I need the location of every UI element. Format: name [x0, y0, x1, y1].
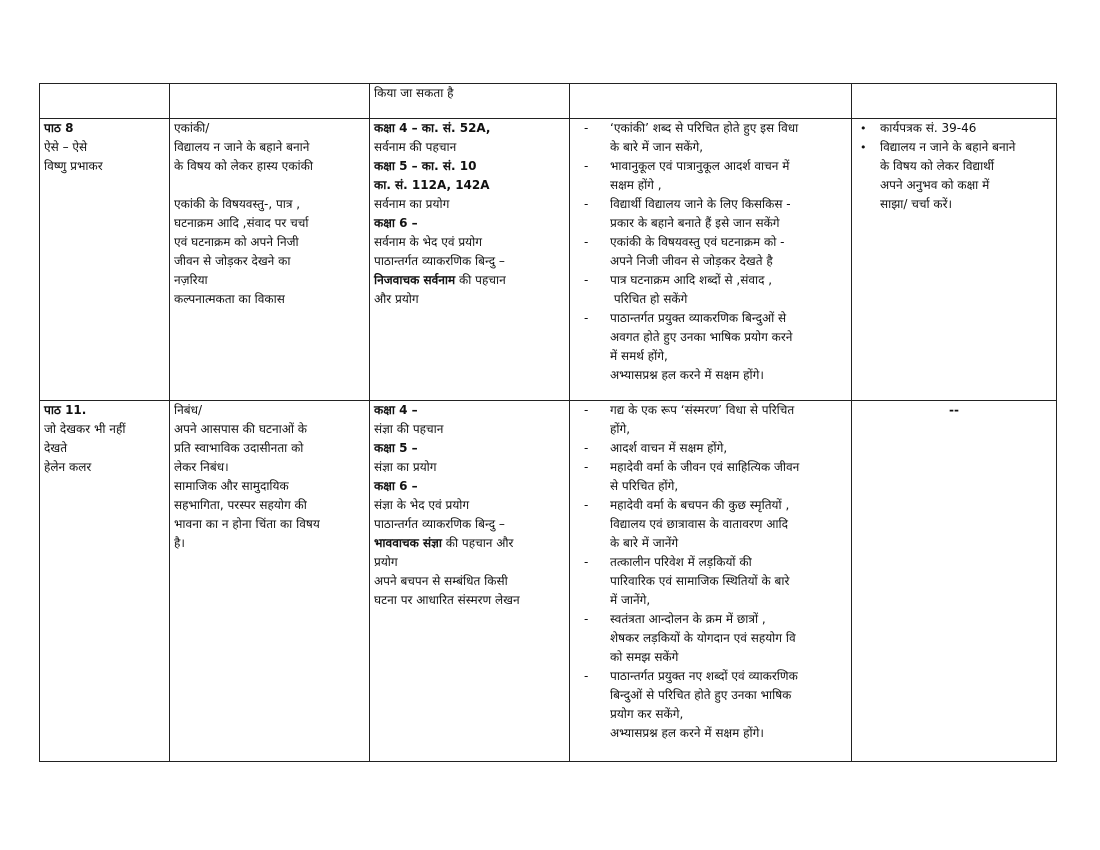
grammar-line [374, 157, 565, 176]
lesson-title-line: ऐसे – ऐसे [44, 140, 88, 154]
grammar-bold-text: कक्षा 4 – का. सं. 52A, [374, 121, 491, 135]
dash-icon: - [584, 159, 589, 173]
continued-text: किया जा सकता है [374, 86, 454, 100]
grammar-cell [370, 119, 570, 401]
content-line: एकांकी/ [174, 121, 210, 135]
content-line: एकांकी के विषयवस्तु-, पात्र , [174, 197, 301, 211]
grammar-text: अपने बचपन से सम्बंधित किसी [374, 574, 508, 588]
grammar-line [374, 290, 565, 309]
list-item [860, 119, 1052, 138]
lesson-plan-table [39, 83, 1057, 762]
list-item-text: कार्यपत्रक सं. 39-46 [880, 121, 977, 135]
list-item [584, 157, 847, 195]
dash-icon: - [584, 460, 589, 474]
list-item-text: पाठान्तर्गत प्रयुक्त व्याकरणिक बिन्दुओं से अवगत होते हुए उनका भाषिक प्रयोग करने में समर्थ होंगे, अभ्यासप्रश्न हल करने में सक्षम होंगे। [610, 311, 793, 382]
grammar-text: सर्वनाम की पहचान [374, 140, 457, 154]
bullet-icon: • [860, 122, 867, 135]
outcomes-list [574, 401, 847, 743]
content-line: भावना का न होना चिंता का विषय [174, 517, 320, 531]
table-row [40, 84, 1057, 119]
outcomes-cell [570, 119, 852, 401]
grammar-line [374, 515, 565, 534]
content-line: जीवन से जोड़कर देखने का [174, 254, 291, 268]
list-item-text: गद्य के एक रूप ‘संस्मरण’ विधा से परिचित होंगे, [610, 403, 795, 436]
grammar-line [374, 477, 565, 496]
list-item-text: ‘एकांकी’ शब्द से परिचित होते हुए इस विधा के बारे में जान सकेंगे, [610, 121, 799, 154]
grammar-bold-text: कक्षा 4 – [374, 403, 418, 417]
grammar-bold-text: कक्षा 6 – [374, 216, 418, 230]
grammar-bold-text: कक्षा 5 – का. सं. 10 [374, 159, 477, 173]
list-item [584, 667, 847, 743]
grammar-text: पाठान्तर्गत व्याकरणिक बिन्दु – [374, 517, 505, 531]
list-item-text: महादेवी वर्मा के बचपन की कुछ स्मृतियों , विद्यालय एवं छात्रावास के वातावरण आदि के बारे में जानेंगे [610, 498, 790, 550]
grammar-line [374, 553, 565, 572]
activities-cell [852, 401, 1057, 762]
dash-icon: - [584, 403, 589, 417]
grammar-bold-text: निजवाचक सर्वनाम [374, 273, 456, 287]
list-item [584, 458, 847, 496]
grammar-text: की पहचान और [441, 536, 514, 550]
content-cell [170, 84, 370, 119]
grammar-text: संज्ञा का प्रयोग [374, 460, 437, 474]
grammar-text: संज्ञा की पहचान [374, 422, 444, 436]
activities-placeholder: -- [949, 403, 959, 417]
content-line: है। [174, 536, 185, 550]
grammar-line [374, 458, 565, 477]
outcomes-cell [570, 401, 852, 762]
content-line: एवं घटनाक्रम को अपने निजी [174, 235, 299, 249]
list-item [584, 271, 847, 309]
outcomes-list [574, 119, 847, 385]
lesson-title-line: विष्णु प्रभाकर [44, 159, 103, 173]
dash-icon: - [584, 441, 589, 455]
grammar-line [374, 271, 565, 290]
content-line: निबंध/ [174, 403, 203, 417]
grammar-text: और प्रयोग [374, 292, 419, 306]
content-line: सामाजिक और सामुदायिक [174, 479, 289, 493]
outcomes-cell [570, 84, 852, 119]
list-item [584, 439, 847, 458]
table-row [40, 401, 1057, 762]
grammar-line [374, 591, 565, 610]
grammar-line [374, 138, 565, 157]
list-item-text: आदर्श वाचन में सक्षम होंगे, [610, 441, 728, 455]
activities-cell [852, 119, 1057, 401]
list-item [584, 610, 847, 667]
grammar-line [374, 119, 565, 138]
lesson-title-line: पाठ 8 [44, 121, 74, 135]
grammar-line [374, 534, 565, 553]
lesson-cell [40, 84, 170, 119]
dash-icon: - [584, 498, 589, 512]
grammar-line [374, 176, 565, 195]
list-item [584, 233, 847, 271]
grammar-line [374, 214, 565, 233]
grammar-text: सर्वनाम के भेद एवं प्रयोग [374, 235, 482, 249]
grammar-line [374, 496, 565, 515]
list-item-text: भावानुकूल एवं पात्रानुकूल आदर्श वाचन में सक्षम होंगे , [610, 159, 790, 192]
lesson-cell [40, 119, 170, 401]
list-item-text: विद्यार्थी विद्यालय जाने के लिए किसकिस - प्रकार के बहाने बनाते हैं इसे जान सकेंगे [610, 197, 791, 230]
dash-icon: - [584, 197, 589, 211]
grammar-bold-text: का. सं. 112A, 142A [374, 178, 490, 192]
grammar-line [374, 420, 565, 439]
content-line: विद्यालय न जाने के बहाने बनाने [174, 140, 310, 154]
grammar-cell [370, 401, 570, 762]
list-item [584, 119, 847, 157]
content-line: प्रति स्वाभाविक उदासीनता को [174, 441, 304, 455]
grammar-cell [370, 84, 570, 119]
lesson-title-line: हेलेन कलर [44, 460, 92, 474]
list-item-text: पाठान्तर्गत प्रयुक्त नए शब्दों एवं व्याकरणिक बिन्दुओं से परिचित होते हुए उनका भाषिक प्रयोग कर सकेंगे, अभ्यासप्रश्न हल करने में सक्षम होंगे। [610, 669, 798, 740]
grammar-line [374, 252, 565, 271]
list-item-text: विद्यालय न जाने के बहाने बनाने के विषय को लेकर विद्यार्थी अपने अनुभव को कक्षा में साझा/ चर्चा करें। [880, 140, 1016, 211]
content-line: अपने आसपास की घटनाओं के [174, 422, 308, 436]
content-line: लेकर निबंध। [174, 460, 229, 474]
dash-icon: - [584, 311, 589, 325]
grammar-bold-text: भाववाचक संज्ञा [374, 536, 442, 550]
lesson-cell [40, 401, 170, 762]
grammar-line [374, 233, 565, 252]
content-line: घटनाक्रम आदि ,संवाद पर चर्चा [174, 216, 309, 230]
dash-icon: - [584, 121, 589, 135]
list-item-text: एकांकी के विषयवस्तु एवं घटनाक्रम को - अपने निजी जीवन से जोड़कर देखते है [610, 235, 785, 268]
list-item [584, 309, 847, 385]
dash-icon: - [584, 273, 589, 287]
list-item [584, 553, 847, 610]
spacer [174, 176, 365, 195]
grammar-text: सर्वनाम का प्रयोग [374, 197, 450, 211]
grammar-text: प्रयोग [374, 555, 398, 569]
content-line: सहभागिता, परस्पर सहयोग की [174, 498, 307, 512]
dash-icon: - [584, 612, 589, 626]
content-line: कल्पनात्मकता का विकास [174, 292, 285, 306]
grammar-line [374, 572, 565, 591]
lesson-title-line: जो देखकर भी नहीं [44, 422, 126, 436]
activities-cell [852, 84, 1057, 119]
list-item-text: पात्र घटनाक्रम आदि शब्दों से ,संवाद , परिचित हो सकेंगे [610, 273, 773, 306]
grammar-line [374, 195, 565, 214]
table-row [40, 119, 1057, 401]
dash-icon: - [584, 669, 589, 683]
list-item [584, 496, 847, 553]
grammar-bold-text: कक्षा 5 – [374, 441, 418, 455]
content-cell [170, 401, 370, 762]
list-item [584, 401, 847, 439]
grammar-text: पाठान्तर्गत व्याकरणिक बिन्दु – [374, 254, 505, 268]
bullet-icon: • [860, 141, 867, 154]
content-cell [170, 119, 370, 401]
activities-list [856, 119, 1052, 214]
grammar-line [374, 439, 565, 458]
content-line: के विषय को लेकर हास्य एकांकी [174, 159, 313, 173]
list-item-text: स्वतंत्रता आन्दोलन के क्रम में छात्रों , शेषकर लड़कियों के योगदान एवं सहयोग वि को समझ सकेंगे [610, 612, 796, 664]
content-line: नज़रिया [174, 273, 208, 287]
grammar-text: की पहचान [455, 273, 506, 287]
grammar-text: घटना पर आधारित संस्मरण लेखन [374, 593, 520, 607]
dash-icon: - [584, 555, 589, 569]
grammar-line [374, 401, 565, 420]
lesson-title-line: पाठ 11. [44, 403, 87, 417]
list-item-text: तत्कालीन परिवेश में लड़कियों की पारिवारिक एवं सामाजिक स्थितियों के बारे में जानेंगे, [610, 555, 790, 607]
list-item [584, 195, 847, 233]
lesson-title-line: देखते [44, 441, 68, 455]
grammar-text: संज्ञा के भेद एवं प्रयोग [374, 498, 470, 512]
list-item-text: महादेवी वर्मा के जीवन एवं साहित्यिक जीवन से परिचित होंगे, [610, 460, 800, 493]
grammar-bold-text: कक्षा 6 – [374, 479, 418, 493]
list-item [860, 138, 1052, 214]
dash-icon: - [584, 235, 589, 249]
